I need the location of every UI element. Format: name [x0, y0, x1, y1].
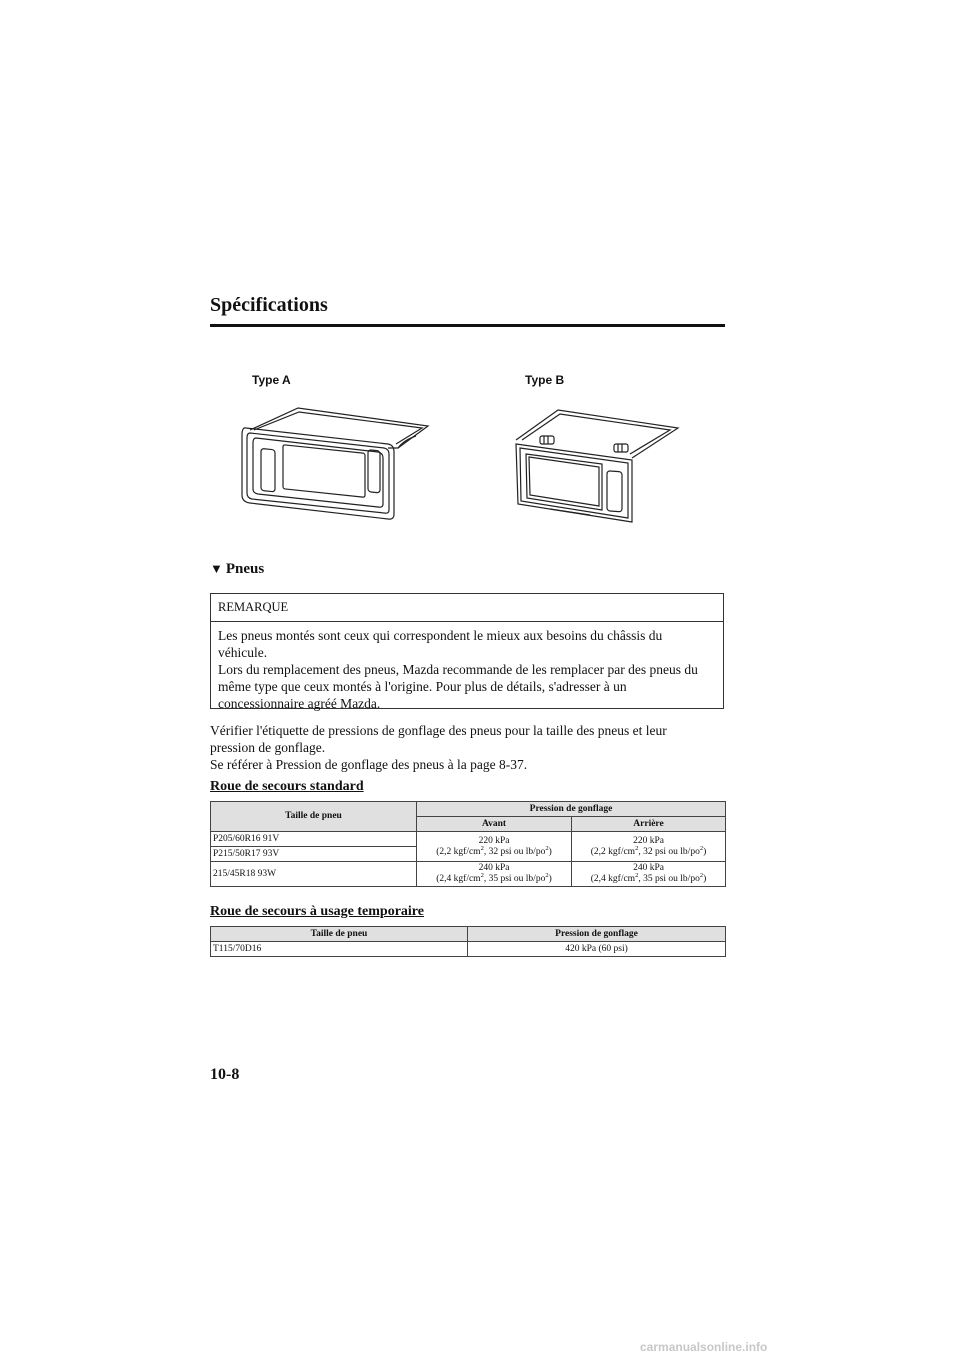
section-title: Spécifications [210, 294, 328, 316]
table-row [211, 832, 726, 847]
figure-label-type-b: Type B [525, 373, 565, 387]
watermark: carmanualsonline.info [640, 1340, 768, 1354]
col-header-pressure: Pression de gonflage [417, 802, 726, 817]
figure-label-type-a: Type A [252, 373, 291, 387]
temporary-spare-table [210, 926, 726, 957]
temporary-spare-heading: Roue de secours à usage temporaire [210, 904, 424, 919]
note-line: véhicule. [218, 645, 268, 660]
tire-size-cell: P215/50R17 93V [211, 847, 417, 862]
tire-size-cell: 215/45R18 93W [211, 862, 417, 887]
note-line: Les pneus montés sont ceux qui correspondent le mieux aux besoins du châssis du [218, 628, 663, 643]
rear-pressure-cell: 240 kPa (2,4 kgf/$cm^2$, 35 psi ou $lb/po^2$) [572, 862, 726, 887]
tire-size-cell: P205/60R16 91V [211, 832, 417, 847]
front-pressure-cell: 240 kPa (2,4 kgf/$cm^2$, 35 psi ou $lb/po^2$) [417, 862, 572, 887]
sun-visor-type-b-illustration [510, 400, 690, 525]
pneus-heading-text: Pneus [225, 561, 265, 577]
page-number: 10-8 [210, 1066, 240, 1083]
pneus-heading [210, 561, 264, 578]
note-line: concessionnaire agréé Mazda. [218, 696, 381, 711]
note-title: REMARQUE [211, 594, 723, 622]
title-rule [210, 324, 725, 327]
col-header-size: Taille de pneu [211, 927, 468, 942]
paragraph-line: Vérifier l'étiquette de pressions de gonflage des pneus pour la taille des pneus et leur [210, 723, 667, 738]
col-header-pressure: Pression de gonflage [468, 927, 726, 942]
paragraph-line: pression de gonflage. [210, 740, 326, 755]
tire-size-cell: T115/70D16 [211, 942, 468, 957]
table-row [211, 862, 726, 887]
standard-spare-table [210, 801, 726, 887]
col-header-front: Avant [417, 817, 572, 832]
col-header-rear: Arrière [572, 817, 726, 832]
front-pressure-cell: 220 kPa (2,2 kgf/$cm^2$, 32 psi ou $lb/po^2$) [417, 832, 572, 862]
pressure-cell: 420 kPa (60 psi) [468, 942, 726, 957]
paragraph-line: Se référer à Pression de gonflage des pneus à la page 8-37. [210, 757, 528, 772]
sun-visor-type-a-illustration [238, 400, 438, 525]
col-header-size: Taille de pneu [211, 802, 417, 832]
note-body [211, 622, 723, 712]
table-row [211, 942, 726, 957]
note-line: Lors du remplacement des pneus, Mazda recommande de les remplacer par des pneus du [218, 662, 698, 677]
rear-pressure-cell: 220 kPa (2,2 kgf/$cm^2$, 32 psi ou $lb/po^2$) [572, 832, 726, 862]
note-box [210, 593, 724, 709]
note-line: même type que ceux montés à l'origine. Pour plus de détails, s'adresser à un [218, 679, 627, 694]
standard-spare-heading: Roue de secours standard [210, 779, 364, 794]
triangle-marker-icon: ▼ [210, 561, 223, 576]
